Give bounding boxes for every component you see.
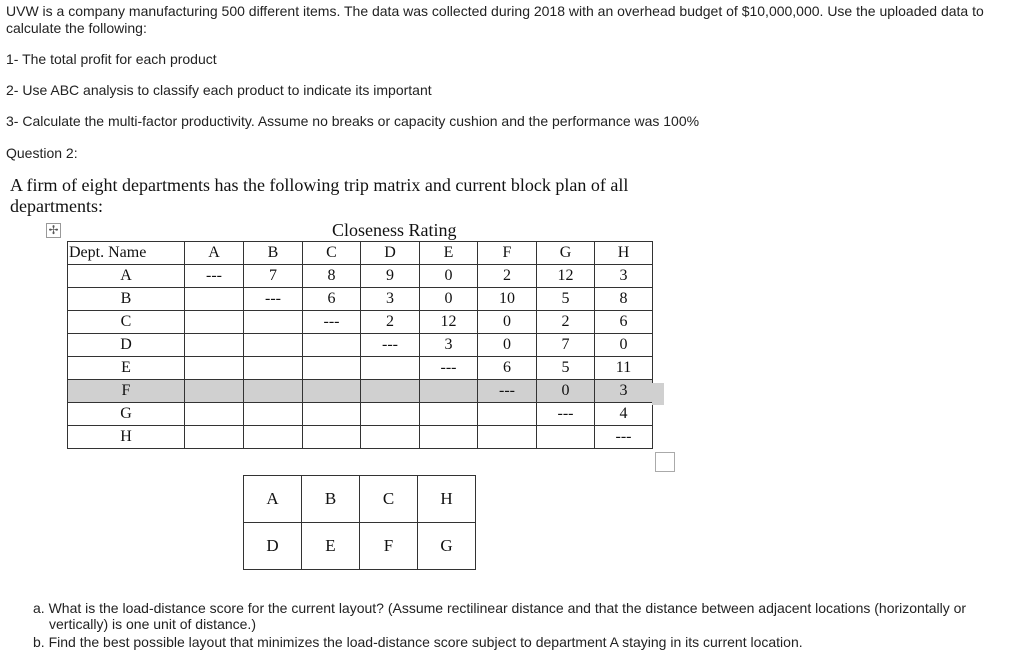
question-2: 2- Use ABC analysis to classify each product to indicate its important bbox=[6, 82, 432, 98]
sub-question-a: a. What is the load-distance score for the current layout? (Assume rectilinear distance and that the distance between adjacent locations (horizontally or vertically) is one unit of distance.) bbox=[33, 600, 967, 632]
block-cell: E bbox=[302, 523, 360, 570]
trip-matrix-table bbox=[67, 241, 653, 449]
intro-paragraph: UVW is a company manufacturing 500 different items. The data was collected during 2018 with an overhead budget of $10,000,000. Use the uploaded data to calculate the following: bbox=[6, 3, 984, 36]
closeness-rating-title: Closeness Rating bbox=[332, 220, 457, 240]
block-plan-row bbox=[244, 523, 476, 570]
trip-cell bbox=[537, 426, 595, 449]
trip-cell: 10 bbox=[478, 288, 537, 311]
trip-cell bbox=[244, 311, 303, 334]
header-col-h: H bbox=[595, 242, 653, 265]
block-cell: A bbox=[244, 476, 302, 523]
trip-cell: 0 bbox=[420, 288, 478, 311]
header-col-e: E bbox=[420, 242, 478, 265]
trip-cell: 9 bbox=[361, 265, 420, 288]
table-row bbox=[68, 380, 653, 403]
trip-cell: --- bbox=[420, 357, 478, 380]
block-plan-table bbox=[243, 475, 476, 570]
dept-name-cell: D bbox=[68, 334, 185, 357]
trip-cell bbox=[303, 357, 361, 380]
trip-cell: 3 bbox=[595, 380, 653, 403]
trip-cell: 5 bbox=[537, 288, 595, 311]
trip-cell: 12 bbox=[537, 265, 595, 288]
trip-cell: 3 bbox=[420, 334, 478, 357]
trip-cell bbox=[361, 403, 420, 426]
trip-cell: --- bbox=[361, 334, 420, 357]
table-row bbox=[68, 426, 653, 449]
question-1: 1- The total profit for each product bbox=[6, 51, 217, 67]
trip-cell: 6 bbox=[595, 311, 653, 334]
trip-cell: 11 bbox=[595, 357, 653, 380]
table-row bbox=[68, 311, 653, 334]
table-move-handle-icon[interactable]: ✢ bbox=[46, 223, 61, 238]
trip-cell: 2 bbox=[537, 311, 595, 334]
header-col-d: D bbox=[361, 242, 420, 265]
trip-cell bbox=[185, 288, 244, 311]
trip-cell bbox=[244, 426, 303, 449]
question-3: 3- Calculate the multi-factor productivity. Assume no breaks or capacity cushion and the performance was 100% bbox=[6, 113, 700, 129]
trip-cell: --- bbox=[244, 288, 303, 311]
trip-cell bbox=[361, 357, 420, 380]
trip-cell: 0 bbox=[537, 380, 595, 403]
header-col-c: C bbox=[303, 242, 361, 265]
trip-cell bbox=[244, 403, 303, 426]
trip-cell: --- bbox=[537, 403, 595, 426]
block-cell: G bbox=[418, 523, 476, 570]
dept-name-cell: A bbox=[68, 265, 185, 288]
trip-cell bbox=[420, 426, 478, 449]
question-2-label: Question 2: bbox=[6, 145, 78, 161]
trip-cell: 2 bbox=[361, 311, 420, 334]
header-col-b: B bbox=[244, 242, 303, 265]
trip-cell bbox=[303, 380, 361, 403]
shaded-row-extension bbox=[652, 383, 664, 405]
header-col-a: A bbox=[185, 242, 244, 265]
trip-cell bbox=[185, 426, 244, 449]
block-plan-row bbox=[244, 476, 476, 523]
trip-cell bbox=[185, 311, 244, 334]
trip-cell: 3 bbox=[595, 265, 653, 288]
dept-name-cell: H bbox=[68, 426, 185, 449]
trip-cell: --- bbox=[303, 311, 361, 334]
trip-cell bbox=[244, 334, 303, 357]
trip-cell: --- bbox=[478, 380, 537, 403]
trip-cell bbox=[303, 334, 361, 357]
trip-cell bbox=[185, 334, 244, 357]
trip-cell bbox=[185, 357, 244, 380]
block-cell: C bbox=[360, 476, 418, 523]
trip-cell: 2 bbox=[478, 265, 537, 288]
table-row bbox=[68, 403, 653, 426]
header-col-g: G bbox=[537, 242, 595, 265]
trip-cell: 3 bbox=[361, 288, 420, 311]
trip-cell: 8 bbox=[595, 288, 653, 311]
trip-cell: 6 bbox=[478, 357, 537, 380]
table-row bbox=[68, 334, 653, 357]
trip-cell bbox=[303, 403, 361, 426]
trip-cell bbox=[244, 380, 303, 403]
trip-table-header-row bbox=[68, 242, 653, 265]
trip-cell bbox=[420, 403, 478, 426]
dept-name-cell: B bbox=[68, 288, 185, 311]
trip-cell: 7 bbox=[244, 265, 303, 288]
trip-cell: 0 bbox=[478, 334, 537, 357]
trip-cell: 12 bbox=[420, 311, 478, 334]
trip-cell: --- bbox=[185, 265, 244, 288]
trip-cell: 7 bbox=[537, 334, 595, 357]
trip-cell bbox=[420, 380, 478, 403]
trip-cell: 4 bbox=[595, 403, 653, 426]
trip-cell bbox=[303, 426, 361, 449]
block-cell: B bbox=[302, 476, 360, 523]
dept-name-cell: F bbox=[68, 380, 185, 403]
checkbox[interactable] bbox=[655, 452, 675, 472]
table-row bbox=[68, 357, 653, 380]
trip-cell: 5 bbox=[537, 357, 595, 380]
block-cell: D bbox=[244, 523, 302, 570]
trip-cell: 8 bbox=[303, 265, 361, 288]
trip-cell: 6 bbox=[303, 288, 361, 311]
trip-cell: --- bbox=[595, 426, 653, 449]
trip-cell bbox=[478, 403, 537, 426]
block-cell: F bbox=[360, 523, 418, 570]
table-row bbox=[68, 265, 653, 288]
sub-question-b: b. Find the best possible layout that minimizes the load-distance score subject to department A staying in its current location. bbox=[33, 634, 803, 650]
dept-name-cell: C bbox=[68, 311, 185, 334]
trip-cell bbox=[361, 380, 420, 403]
trip-cell bbox=[478, 426, 537, 449]
block-cell: H bbox=[418, 476, 476, 523]
header-dept-name: Dept. Name bbox=[68, 242, 185, 265]
dept-name-cell: E bbox=[68, 357, 185, 380]
trip-cell bbox=[185, 380, 244, 403]
trip-cell: 0 bbox=[420, 265, 478, 288]
trip-cell bbox=[244, 357, 303, 380]
trip-cell: 0 bbox=[595, 334, 653, 357]
trip-matrix-intro: A firm of eight departments has the following trip matrix and current block plan of all departments: bbox=[10, 175, 629, 216]
trip-cell bbox=[185, 403, 244, 426]
table-row bbox=[68, 288, 653, 311]
dept-name-cell: G bbox=[68, 403, 185, 426]
trip-cell bbox=[361, 426, 420, 449]
sub-question-list bbox=[33, 600, 1008, 652]
trip-cell: 0 bbox=[478, 311, 537, 334]
header-col-f: F bbox=[478, 242, 537, 265]
